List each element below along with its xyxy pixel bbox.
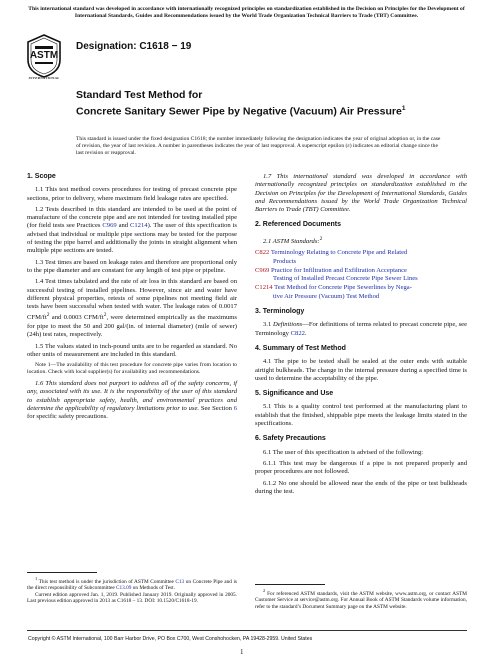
section-heading-scope: 1. Scope (27, 173, 56, 180)
wto-notice: This international standard was developed in accordance with internationally recognized principles on standardization established in the Decision on Principles for the Development of International Standards, Guides and Recommendations issued by the World Trade Organization Technical Barriers to Trade (TBT) Committee. (28, 6, 465, 19)
section-heading-significance: 5. Significance and Use (255, 390, 334, 398)
paragraph-1-5: 1.5 The values stated in inch-pound units are to be regarded as standard. No other units of measurement are included in this standard. (27, 342, 237, 358)
text: Definitions (272, 321, 303, 329)
ref-title[interactable]: Practice for Infiltration and Exfiltration Acceptance (269, 266, 407, 274)
link-c822[interactable]: C822 (290, 329, 305, 337)
paragraph-1-1: 1.1 This test method covers procedures for testing of precast concrete pipe sections, prior to delivery, where maximum field leakage rates are specified. (27, 186, 237, 202)
logo-caption: INTERNATIONAL (28, 76, 60, 80)
footnote-marker: 1 (35, 576, 38, 581)
reference-c822[interactable] (255, 249, 467, 266)
paragraph-5-1: 5.1 This is a quality control test performed at the manufacturing plant to establish that the finished, shippable pipe meets the leakage limits stated in the specifications. (255, 403, 467, 428)
section-heading-terminology: 3. Terminology (255, 308, 305, 316)
paragraph-1-6 (27, 380, 237, 421)
text: on Concrete Pipe and is the direct responsibility of Subcommittee (27, 578, 237, 592)
text: ). The user of this specification is advised that individual or multiple pipe sections may be tested for the purpose of testing the pipe barrel and additionally the joints in straight alignment when multiple pipe sections are tested. (27, 222, 237, 255)
text: 3.1 (263, 321, 273, 329)
title-text: Concrete Sanitary Sewer Pipe by Negative (Vacuum) Air Pressure (76, 105, 402, 118)
superscript: 2 (319, 235, 323, 242)
text: , were determined empirically as the maximums for pipe to meet the 50 and 200 gal/(in. of internal diameter) (mile of sewer) (24h) test rates, respectively. (27, 314, 238, 339)
reference-c1214[interactable] (255, 284, 467, 301)
ref-title[interactable]: Terminology Relating to Concrete Pipe and Related (269, 249, 408, 257)
paragraph-3-1 (255, 321, 467, 338)
document-title (76, 89, 456, 119)
text: and 0.0003 CFM/ft (49, 314, 104, 322)
paragraph-4-1: 4.1 The pipe to be tested shall be sealed at the outer ends with suitable airtight bulkheads. The change in the internal pressure during a specified time is used to determine the acceptability of the pipe. (255, 358, 467, 382)
text: and (116, 222, 130, 230)
text: for specific safety precautions. (27, 413, 108, 421)
section-heading-referenced-documents: 2. Referenced Documents (255, 221, 341, 229)
text: This test method is under the jurisdiction of ASTM Committee (38, 578, 176, 585)
paragraph-1-7: 1.7 This international standard was developed in accordance with internationally recognized principles on standardization established in the Decision on Principles for the Development of International Standards, Guides and Recommendations issued by the World Trade Organization Technical Barriers to Trade (TBT) Committee. (255, 173, 467, 214)
text: —For definitions of terms related to precast concrete pipe, see Terminology (255, 321, 468, 337)
ref-code[interactable]: C822 (255, 249, 270, 257)
ref-title[interactable]: Products (273, 257, 297, 265)
right-column (255, 173, 467, 499)
footnote-1 (27, 576, 237, 605)
text: on Methods of Test. (131, 585, 175, 592)
section-heading-safety: 6. Safety Precautions (255, 435, 326, 443)
page-number: 1 (240, 648, 244, 656)
text: See Section (199, 405, 234, 413)
preamble: This standard is issued under the fixed designation C1618; the number immediately following the designation indicates the year of original adoption or, in the case of revision, the year of last revision. A number in parentheses indicates the year of last reapproval. A superscript epsilon (ε) indicates an editorial change since the last revision or reapproval. (76, 136, 441, 156)
text: 1.2 Tests described in this standard are intended to be used at the point of manufacture of the concrete pipe and are not intended for testing installed pipe (for field tests see Practices (27, 205, 237, 230)
title-footnote-marker: 1 (401, 105, 406, 112)
link-section-6[interactable]: 6 (233, 405, 237, 413)
paragraph-1-2 (27, 206, 237, 256)
ref-title[interactable]: Testing of Installed Precast Concrete Pipe Sewer Lines (273, 275, 418, 283)
paragraph-6-1: 6.1 The user of this specification is advised of the following: (263, 448, 424, 456)
ref-code[interactable]: C1214 (255, 284, 273, 292)
ref-title[interactable]: tive Air Pressure (Vacuum) Test Method (273, 292, 380, 300)
ref-code[interactable]: C969 (255, 266, 270, 274)
footnote-rule-left (27, 572, 97, 573)
footer-rule (27, 630, 467, 631)
astm-logo-icon (27, 34, 61, 78)
title-line-1: Standard Test Method for (76, 89, 203, 101)
paragraph-2-1 (255, 235, 467, 246)
footnote-1-text (27, 576, 237, 592)
footnote-marker: 2 (263, 588, 266, 593)
designation: Designation: C1618 − 19 (76, 41, 192, 52)
text: 1.6 This standard does not purport to address all of the safety concerns, if any, associated with its use. It is the responsibility of the user of this standard to establish appropriate safety, health, and environmental practices and determine the applicability of regulatory limitations prior to use. (27, 380, 237, 413)
ref-title[interactable]: Test Method for Concrete Pipe Sewerlines by Nega- (272, 284, 412, 292)
link-c969[interactable]: C969 (102, 222, 117, 230)
left-column (27, 173, 237, 425)
title-line-2 (76, 102, 456, 119)
text: 1.4 Test times tabulated and the rate of air loss in this standard are based on successful testing of installed pipelines. However, since air and water have different physical properties, retests of some pipelines not meeting field air tests have been successful when tested with water. The leakage rates of 0.0017 CFM/ft (27, 278, 237, 322)
paragraph-6-1-1: 6.1.1 This test may be dangerous if a pipe is not prepared properly and proper procedures are not followed. (255, 459, 467, 476)
paragraph-6-1-2: 6.1.2 No one should be allowed near the ends of the pipe or test bulkheads during the test. (255, 479, 467, 495)
copyright-line: Copyright © ASTM International, 100 Barr Harbor Drive, PO Box C700, West Conshohocken, PA 19428-2959. United States (28, 636, 313, 642)
section-heading-summary: 4. Summary of Test Method (255, 344, 346, 352)
footnote-1-edition: Current edition approved Jan. 1, 2019. Published January 2019. Originally approved in 2005. Last previous edition approved in 2013 as C1618 – 13. DOI: 10.1520/C1618-19. (27, 591, 237, 605)
paragraph-1-3: 1.3 Test times are based on leakage rates and therefore are proportional only to the pipe diameter and are constant for any length of test pipe or pipeline. (27, 258, 237, 274)
superscript: 2 (103, 312, 107, 319)
text: For referenced ASTM standards, visit the ASTM website, www.astm.org, or contact ASTM Customer Service at service@astm.org. For Annual Book of ASTM Standards volume information, refer to the standard’s Document Summary page on the ASTM website. (255, 590, 468, 610)
paragraph-1-4 (27, 278, 237, 339)
text: 2.1 ASTM Standards: (263, 237, 320, 245)
reference-c969[interactable] (255, 267, 467, 284)
link-subcommittee-c13-09[interactable]: C13.09 (116, 585, 132, 592)
superscript: 2 (46, 312, 50, 319)
svg-text:ASTM: ASTM (29, 50, 59, 61)
footnote-rule-right (255, 584, 325, 585)
note-1: Note 1—The availability of this test procedure for concrete pipe varies from location to location. Check with local supplier(s) for availability and recommendations. (27, 362, 237, 376)
text: . (304, 329, 307, 337)
footnote-2 (255, 588, 467, 610)
link-committee-c13[interactable]: C13 (175, 578, 185, 585)
link-c1214[interactable]: C1214 (129, 222, 148, 230)
